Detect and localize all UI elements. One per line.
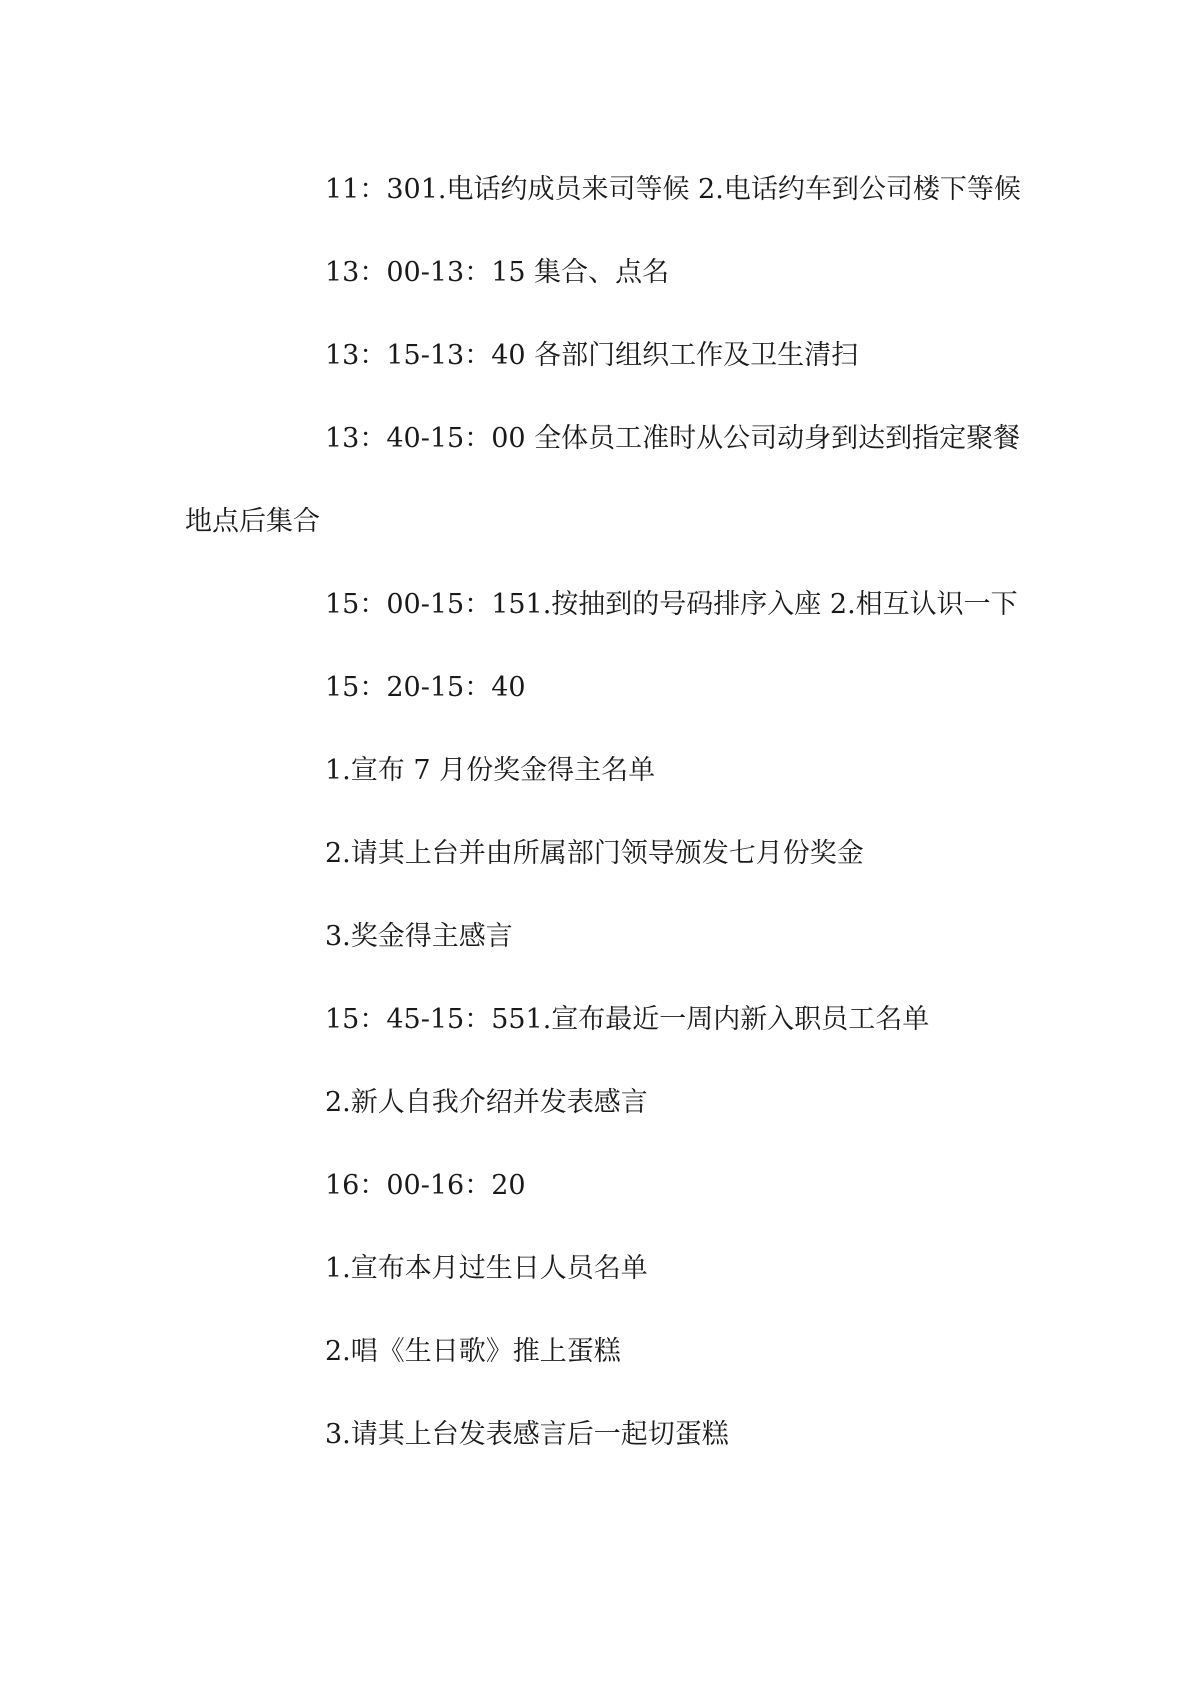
paragraph: 13：15-13：40 各部门组织工作及卫生清扫 <box>325 340 859 371</box>
paragraph: 13：00-13：15 集合、点名 <box>325 257 670 288</box>
paragraph: 3.奖金得主感言 <box>325 921 513 952</box>
document-body <box>185 148 1025 1476</box>
paragraph: 3.请其上台发表感言后一起切蛋糕 <box>325 1419 729 1450</box>
paragraph: 2.新人自我介绍并发表感言 <box>325 1087 648 1118</box>
paragraph: 15：45-15：551.宣布最近一周内新入职员工名单 <box>325 1004 930 1035</box>
paragraph: 2.请其上台并由所属部门领导颁发七月份奖金 <box>325 838 864 869</box>
paragraph: 15：00-15：151.按抽到的号码排序入座 2.相互认识一下 <box>325 589 1018 620</box>
paragraph: 1.宣布本月过生日人员名单 <box>325 1253 648 1284</box>
paragraph: 16：00-16：20 <box>325 1170 526 1201</box>
paragraph: 2.唱《生日歌》推上蛋糕 <box>325 1336 621 1367</box>
paragraph: 1.宣布 7 月份奖金得主名单 <box>325 755 656 786</box>
paragraph: 13：40-15：00 全体员工准时从公司动身到达到指定聚餐地点后集合 <box>185 423 1021 537</box>
paragraph: 15：20-15：40 <box>325 672 526 703</box>
paragraph: 11：301.电话约成员来司等候 2.电话约车到公司楼下等候 <box>325 174 1021 205</box>
